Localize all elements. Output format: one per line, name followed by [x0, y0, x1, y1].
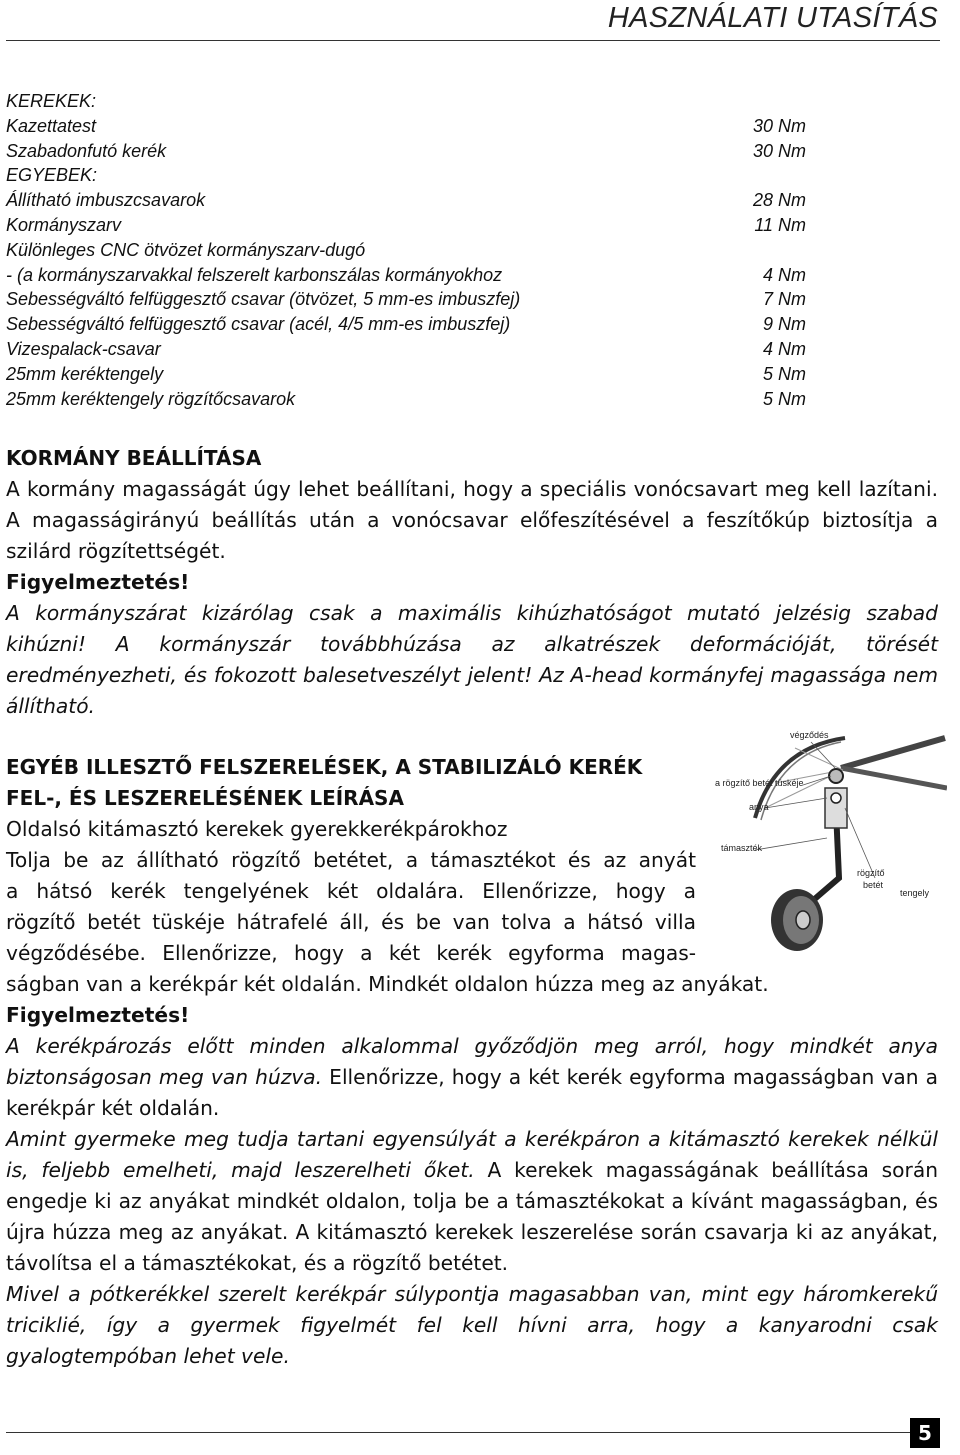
handlebar-warning: Figyelmeztetés! — [6, 570, 190, 594]
torque-value: 11 Nm — [754, 214, 806, 235]
handlebar-paragraph: A kormány magasságát úgy lehet beállítani, hogy a speciális vonócsavart meg kell lazítani. A magasságirányú beállítás után a vonócsavar előfeszítésével a feszítőkúp biztosítja a szilárd rögzítettségét. — [6, 477, 938, 563]
torque-row — [6, 163, 806, 188]
torque-label: Állítható imbuszcsavarok — [6, 190, 206, 211]
page-header-title: HASZNÁLATI UTASÍTÁS — [607, 2, 938, 34]
torque-label: - (a kormányszarvakkal felszerelt karbonszálas kormányokhoz — [6, 264, 503, 285]
torque-value: 5 Nm — [762, 363, 806, 384]
torque-row — [6, 287, 806, 312]
torque-list — [6, 89, 806, 411]
handlebar-warning-text — [6, 598, 938, 722]
removal-italic: Amint gyermeke meg tudja tartani egyensúlyát a kerékpáron a kitámasztó kerekek nélkül is, feljebb emelheti, majd leszerelheti őket. — [6, 1127, 938, 1182]
torque-row — [6, 362, 806, 387]
warning-italic-1: A kerékpározás előtt minden alkalommal győződjön meg arról, hogy mindkét anya biztonságosan meg van húzva. — [6, 1034, 938, 1089]
training-wheels-caution-text: Mivel a pótkerékkel szerelt kerékpár súlypontja magasabban van, mint egy háromkerekű triciklié, így a gyermek figyelmét fel kell hívni arra, hogy a kanyarodni csak gyalogtempóban lehet vele. — [6, 1282, 938, 1368]
torque-row — [6, 263, 806, 288]
torque-label: Vizespalack-csavar — [6, 338, 161, 359]
header-divider — [6, 40, 940, 41]
torque-value: 5 Nm — [762, 388, 806, 409]
torque-value: 9 Nm — [762, 314, 806, 335]
intro-line-last: ságban van a kerékpár két oldalán. Mindkét oldalon húzza meg az anyákat. — [6, 972, 769, 996]
training-wheel-illustration — [715, 728, 947, 958]
torque-value: 30 Nm — [752, 115, 806, 136]
label-betet-2: betét — [863, 880, 884, 890]
torque-label: Kazettatest — [6, 115, 97, 136]
training-wheels-warning-text — [6, 1031, 938, 1124]
torque-label: Szabadonfutó kerék — [6, 140, 167, 161]
torque-label: Sebességváltó felfüggesztő csavar (ötvözet, 5 mm-es imbuszfej) — [6, 289, 521, 310]
training-wheels-warning: Figyelmeztetés! — [6, 1003, 190, 1027]
torque-value: 28 Nm — [752, 190, 806, 211]
torque-label: Különleges CNC ötvözet kormányszarv-dugó — [6, 239, 366, 260]
intro-line: rögzítő betét tüskéje hátrafelé áll, és be van tolva a hátsó villa — [6, 910, 696, 934]
label-rogzito: rögzítő — [857, 868, 885, 878]
torque-row — [6, 139, 806, 164]
label-vegzodes: végződés — [790, 730, 829, 740]
training-wheels-heading-2: FEL-, ÉS LESZERELÉSÉNEK LEÍRÁSA — [6, 786, 404, 810]
handlebar-section — [6, 443, 938, 722]
training-wheels-intro — [6, 845, 696, 969]
torque-row — [6, 89, 806, 114]
label-tengely: tengely — [900, 888, 930, 898]
training-wheels-subtitle: Oldalsó kitámasztó kerekek gyerekkerékpárokhoz — [6, 817, 508, 841]
training-wheels-heading-1: EGYÉB ILLESZTŐ FELSZERELÉSEK, A STABILIZÁLÓ KERÉK — [6, 755, 643, 779]
torque-label: EGYEBEK: — [6, 165, 98, 186]
torque-label: Kormányszarv — [6, 214, 122, 235]
warning-italic-2: A kormányszár továbbhúzása az alkatrészek deformációját, törését eredményezheti, és fokozott balesetveszélyt jelent! — [6, 632, 938, 687]
torque-row — [6, 312, 806, 337]
label-tamasztek: támaszték — [721, 843, 763, 853]
torque-label: 25mm keréktengely rögzítőcsavarok — [6, 388, 296, 409]
torque-row — [6, 238, 806, 263]
torque-label: 25mm keréktengely — [6, 363, 164, 384]
torque-label: Sebességváltó felfüggesztő csavar (acél, 4/5 mm-es imbuszfej) — [6, 314, 511, 335]
torque-value: 4 Nm — [762, 338, 806, 359]
torque-row — [6, 387, 806, 412]
torque-value: 7 Nm — [762, 289, 806, 310]
label-betet: a rögzítő betét tüskéje — [715, 778, 804, 788]
label-anya: anya — [749, 802, 769, 812]
intro-line: a hátsó kerék tengelyének két oldalára. Ellenőrizze, hogy a — [6, 879, 696, 903]
warning-regular-1: Ellenőrizze, hogy a két kerék egyforma magasságban van a kerékpár két oldalán. — [6, 1065, 938, 1120]
footer-divider — [6, 1432, 940, 1433]
torque-row — [6, 337, 806, 362]
handlebar-heading: KORMÁNY BEÁLLÍTÁSA — [6, 446, 262, 470]
page-number: 5 — [910, 1418, 940, 1448]
torque-value: 30 Nm — [752, 140, 806, 161]
torque-label: KEREKEK: — [6, 91, 97, 111]
torque-row — [6, 188, 806, 213]
warning-italic-3: Az A-head kormányfej magassága nem állítható. — [6, 663, 938, 718]
torque-value: 4 Nm — [762, 264, 806, 285]
intro-line: Tolja be az állítható rögzítő betétet, a támasztékot és az anyát — [6, 848, 696, 872]
intro-line: végződésébe. Ellenőrizze, hogy a két kerék egyforma magas- — [6, 941, 696, 965]
warning-italic-1: A kormányszárat kizárólag csak a maximális kihúzhatóságot mutató jelzésig szabad kihúzni! — [6, 601, 938, 656]
torque-row — [6, 213, 806, 238]
training-wheels-removal-text — [6, 1124, 938, 1279]
torque-row — [6, 114, 806, 139]
removal-regular: A kerekek magasságának beállítása során engedje ki az anyákat mindkét oldalon, tolja be a támasztékokat a kívánt magasságban, és újra húzza meg az anyákat. A kitámasztó kerekek leszerelése során csavarja ki az anyákat, távolítsa el a támasztékokat, és a rögzítő betétet. — [6, 1158, 938, 1275]
